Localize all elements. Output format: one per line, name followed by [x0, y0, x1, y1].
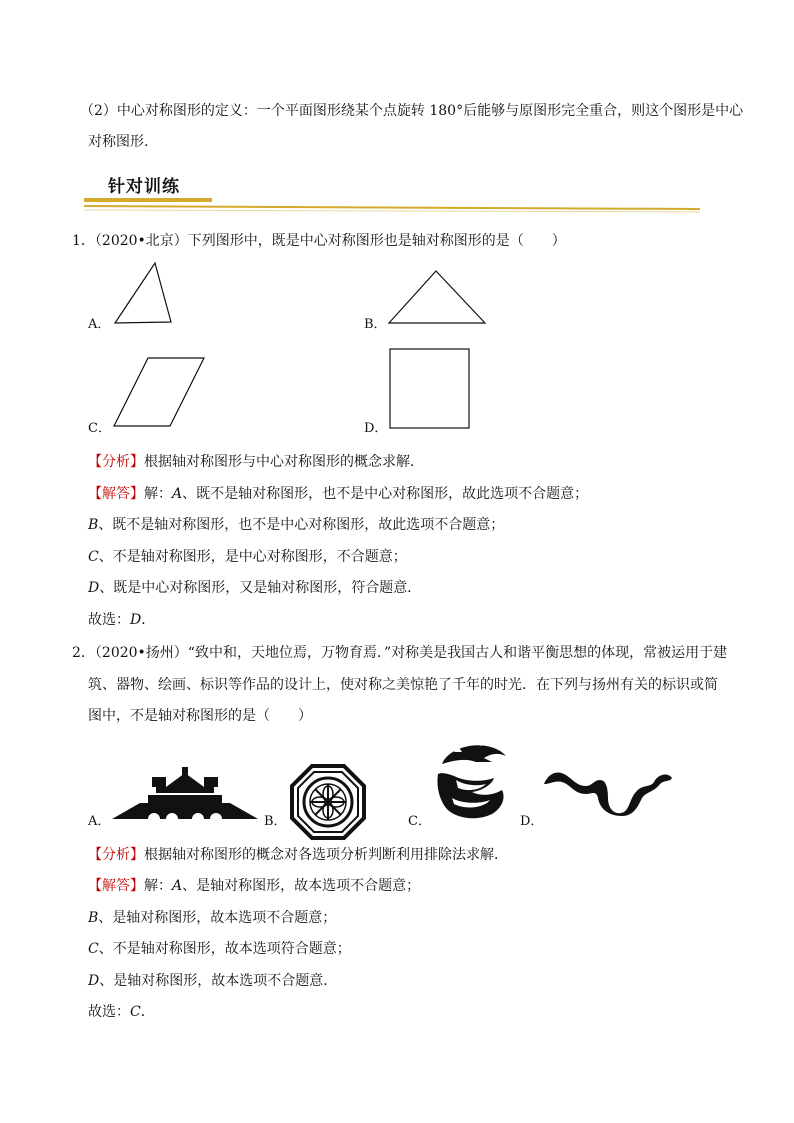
q1-answer-tag: 【解答】	[88, 486, 144, 502]
q1-answer-line-a	[88, 484, 588, 504]
q1-option-c-label: C．	[88, 421, 111, 436]
q2-choice-label: 故选：	[88, 1004, 130, 1020]
section-underline	[0, 0, 794, 220]
pavilion-icon	[112, 765, 258, 821]
q1-choice	[88, 610, 155, 630]
crane-logo-icon	[432, 738, 514, 824]
q1-line-c-letter: C	[88, 549, 99, 565]
q2-line-c-text: 、不是轴对称图形，故本选项符合题意；	[98, 941, 351, 957]
q2-analysis-text: 根据轴对称图形的概念对各选项分析判断利用排除法求解．	[144, 847, 508, 863]
q2-option-d-label: D．	[520, 814, 544, 829]
q2-answer-prefix: 解：	[144, 878, 172, 894]
q1-line-b-text: 、既不是轴对称图形，也不是中心对称图形，故此选项不合题意；	[98, 517, 505, 533]
triangle-b-icon	[386, 268, 488, 326]
q2-line-a-text: 、是轴对称图形，故本选项不合题意；	[182, 878, 421, 894]
q1-answer-line-d	[88, 578, 421, 598]
q2-stem-line-2: 筑、器物、绘画、标识等作品的设计上，使对称之美惊艳了千年的时光．在下列与扬州有关的标识或简	[88, 677, 718, 693]
q2-option-c-label: C．	[408, 814, 431, 829]
q1-line-d-text: 、既是中心对称图形，又是轴对称图形，符合题意．	[99, 580, 422, 596]
q2-answer-line-b	[88, 908, 336, 928]
q2-stem-line-3: 图中，不是轴对称图形的是（ ）	[88, 708, 312, 724]
q1-option-d-label: D．	[364, 421, 388, 436]
q2-option-a-label: A．	[88, 814, 111, 829]
q1-line-a-letter: A	[172, 486, 183, 502]
q1-choice-end: ．	[141, 612, 156, 628]
q2-line-b-text: 、是轴对称图形，故本选项不合题意；	[98, 910, 337, 926]
intro-line-2: 对称图形.	[88, 134, 149, 150]
q2-choice-letter: C	[130, 1004, 141, 1020]
q2-choice	[88, 1002, 155, 1022]
q1-choice-label: 故选：	[88, 612, 130, 628]
q2-line-d-text: 、是轴对称图形，故本选项不合题意．	[99, 973, 338, 989]
parallelogram-icon	[112, 356, 208, 428]
q2-option-b-label: B．	[264, 814, 287, 829]
q2-analysis	[88, 845, 508, 865]
square-icon	[388, 347, 472, 431]
q1-analysis-tag: 【分析】	[88, 454, 144, 470]
q1-analysis-text: 根据轴对称图形与中心对称图形的概念求解．	[144, 454, 424, 470]
q2-stem-line-1: 2．（2020•扬州）“致中和，天地位焉，万物育焉．”对称美是我国古人和谐平衡思想的体现，常被运用于建	[72, 645, 728, 661]
q2-answer-line-d	[88, 971, 337, 991]
q2-answer-line-c	[88, 939, 351, 959]
q1-line-c-text: 、不是轴对称图形，是中心对称图形，不合题意；	[98, 549, 407, 565]
q1-choice-letter: D	[130, 612, 142, 628]
intro-line-1: （2）中心对称图形的定义：一个平面图形绕某个点旋转 180°后能够与原图形完全重合，则这个图形是中心	[80, 103, 744, 119]
q2-line-d-letter: D	[88, 973, 100, 989]
q2-analysis-tag: 【分析】	[88, 847, 144, 863]
river-silhouette-icon	[542, 766, 674, 818]
triangle-a-icon	[112, 260, 176, 326]
q1-line-d-letter: D	[88, 580, 100, 596]
q2-answer-line-a	[88, 876, 420, 896]
q1-option-b-label: B．	[364, 317, 387, 332]
q1-option-a-label: A．	[88, 317, 111, 332]
q2-line-c-letter: C	[88, 941, 99, 957]
q1-answer-line-c	[88, 547, 407, 567]
q1-answer-line-b	[88, 515, 504, 535]
q2-line-a-letter: A	[172, 878, 183, 894]
q2-line-b-letter: B	[88, 910, 99, 926]
q1-stem: 1．（2020•北京）下列图形中，既是中心对称图形也是轴对称图形的是（ ）	[72, 233, 566, 249]
q2-answer-tag: 【解答】	[88, 878, 144, 894]
q1-analysis	[88, 452, 424, 472]
section-title: 针对训练	[108, 177, 180, 197]
q1-line-a-text: 、既不是轴对称图形，也不是中心对称图形，故此选项不合题意；	[182, 486, 589, 502]
q1-answer-prefix: 解：	[144, 486, 172, 502]
octagon-lattice-icon	[290, 764, 366, 840]
q2-choice-end: ．	[140, 1004, 155, 1020]
q1-line-b-letter: B	[88, 517, 99, 533]
